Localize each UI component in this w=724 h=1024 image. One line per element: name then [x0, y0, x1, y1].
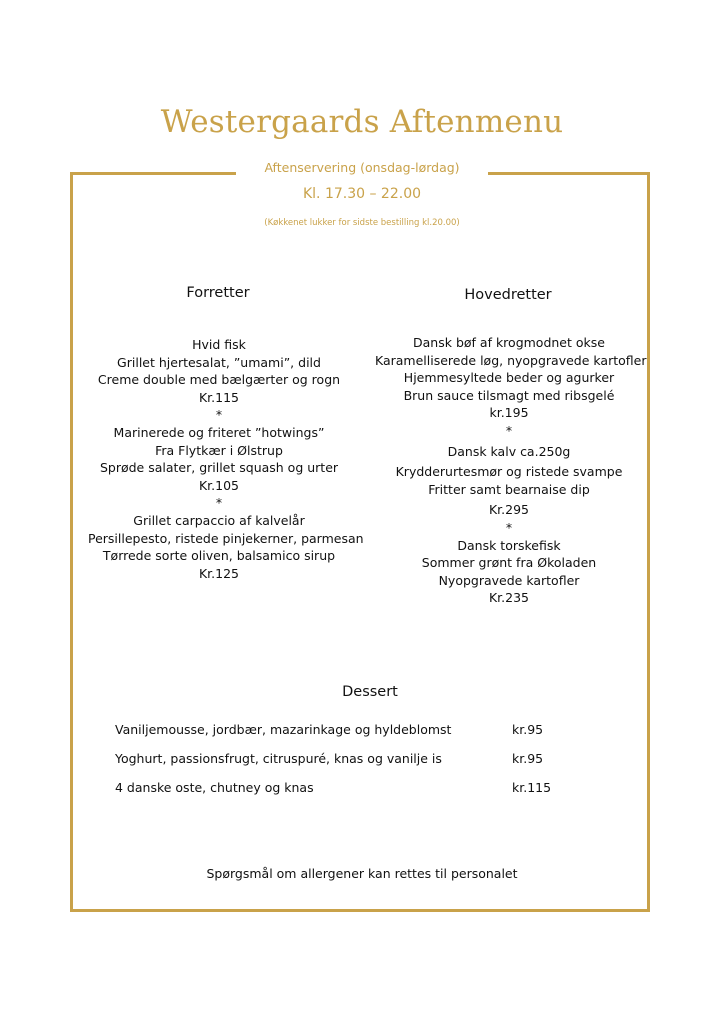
forretter-line: Persillepesto, ristede pinjekerner, parmesan — [88, 530, 364, 546]
service-days: Aftenservering (onsdag-lørdag) — [264, 160, 460, 175]
hovedretter-line: Krydderurtesmør og ristede svampe — [395, 464, 623, 480]
forretter-line: Marinerede og friteret ”hotwings” — [113, 424, 325, 440]
dessert-item-name: 4 danske oste, chutney og knas — [115, 780, 314, 795]
forretter-line: Creme double med bælgærter og rogn — [97, 372, 341, 388]
forretter-line: Fra Flytkær i Ølstrup — [155, 442, 283, 458]
dessert-item-name: Vaniljemousse, jordbær, mazarinkage og hyldeblomst — [115, 722, 452, 737]
forretter-price: Kr.105 — [198, 477, 240, 493]
hovedretter-line: Hjemmesyltede beder og agurker — [403, 370, 615, 386]
dessert-heading: Dessert — [342, 684, 398, 700]
dessert-item-price: kr.95 — [512, 722, 544, 737]
forretter-separator: * — [215, 495, 223, 511]
allergen-note: Spørgsmål om allergener kan rettes til personalet — [206, 866, 518, 881]
hovedretter-line: Dansk bøf af krogmodnet okse — [413, 335, 605, 350]
forretter-price: Kr.115 — [198, 389, 240, 405]
menu-title: Westergaards Aftenmenu — [160, 104, 564, 140]
hovedretter-price: Kr.295 — [488, 502, 530, 518]
hovedretter-line: Brun sauce tilsmagt med ribsgelé — [403, 387, 615, 403]
forretter-line: Sprøde salater, grillet squash og urter — [99, 460, 339, 476]
hovedretter-heading: Hovedretter — [464, 287, 552, 303]
dessert-item-name: Yoghurt, passionsfrugt, citruspuré, knas og vanilje is — [115, 751, 442, 766]
hovedretter-line: Dansk torskefisk — [457, 537, 561, 553]
forretter-list — [88, 336, 364, 582]
dessert-item-price: kr.95 — [512, 751, 544, 766]
hovedretter-separator: * — [505, 422, 513, 438]
hovedretter-line: Nyopgravede kartofler — [438, 572, 580, 588]
hovedretter-list — [375, 334, 647, 607]
hovedretter-price: kr.195 — [489, 405, 529, 421]
opening-hours: Kl. 17.30 – 22.00 — [302, 186, 422, 202]
kitchen-closing-note: (Køkkenet lukker for sidste bestilling kl.20.00) — [264, 218, 460, 228]
hovedretter-line: Dansk kalv ca.250g — [447, 443, 571, 459]
forretter-line: Grillet carpaccio af kalvelår — [133, 512, 305, 528]
forretter-price: Kr.125 — [198, 565, 240, 581]
hovedretter-line: Karamelliserede løg, nyopgravede kartofler — [375, 352, 647, 368]
forretter-heading: Forretter — [186, 285, 250, 301]
hovedretter-line: Sommer grønt fra Økoladen — [421, 555, 597, 571]
hovedretter-separator: * — [505, 519, 513, 535]
forretter-line: Tørrede sorte oliven, balsamico sirup — [102, 548, 336, 564]
hovedretter-price: Kr.235 — [488, 590, 530, 606]
forretter-line: Hvid fisk — [192, 337, 246, 352]
forretter-line: Grillet hjertesalat, ”umami”, dild — [117, 354, 321, 370]
forretter-separator: * — [215, 407, 223, 423]
dessert-item-price: kr.115 — [512, 780, 552, 795]
hovedretter-line: Fritter samt bearnaise dip — [428, 481, 590, 497]
